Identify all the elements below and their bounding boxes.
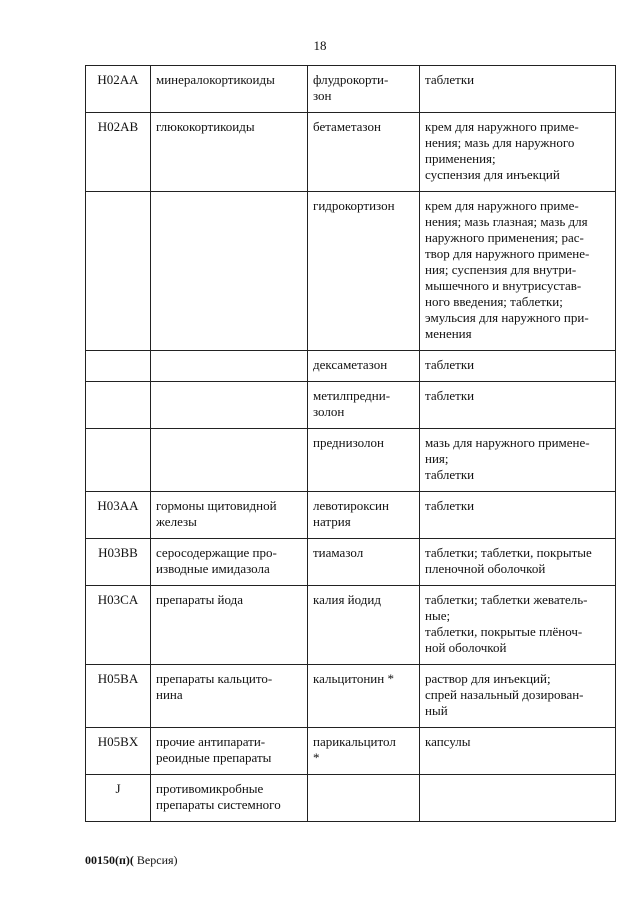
atc-code-cell-text: H05BX (97, 734, 139, 749)
dosage-form-cell (420, 492, 616, 539)
dosage-form-cell-text: таблетки (425, 498, 475, 513)
atc-code-cell (86, 66, 151, 113)
group-cell (151, 192, 308, 351)
dosage-form-cell (420, 192, 616, 351)
drug-name-cell (308, 113, 420, 192)
table-row (86, 66, 616, 113)
group-cell (151, 492, 308, 539)
dosage-form-cell (420, 66, 616, 113)
group-cell (151, 66, 308, 113)
dosage-form-cell-text: крем для наружного приме- нения; мазь глазная; мазь для наружного применения; рас- твор для наружного примене- ния; суспензия для внутри- мышечного и внутрисустав- ного введения; таблетки; эмульсия для наружного при- менения (425, 198, 590, 341)
drug-name-cell (308, 539, 420, 586)
atc-code-cell-text: H03CA (97, 592, 139, 607)
atc-code-cell-text: H02AB (97, 119, 139, 134)
group-cell-text: глюкокортикоиды (156, 119, 255, 134)
atc-code-cell (86, 586, 151, 665)
drug-name-cell-text: гидрокортизон (313, 198, 395, 213)
dosage-form-cell (420, 382, 616, 429)
dosage-form-cell-text: таблетки; таблетки, покрытые пленочной оболочкой (425, 545, 592, 576)
footer-doc-number: 00150(п)( (85, 853, 134, 867)
dosage-form-cell-text: капсулы (425, 734, 471, 749)
dosage-form-cell-text: таблетки; таблетки жеватель- ные; таблетки, покрытые плёноч- ной оболочкой (425, 592, 588, 655)
drug-name-cell-text: флудрокорти- зон (313, 72, 389, 103)
drug-name-cell (308, 775, 420, 822)
dosage-form-cell (420, 586, 616, 665)
group-cell (151, 113, 308, 192)
drug-name-cell-text: преднизолон (313, 435, 384, 450)
group-cell-text: препараты кальцито- нина (156, 671, 273, 702)
drug-name-cell-text: калия йодид (313, 592, 381, 607)
table-row (86, 728, 616, 775)
dosage-form-cell (420, 728, 616, 775)
atc-code-cell (86, 382, 151, 429)
atc-code-cell-text: H03BB (98, 545, 138, 560)
drug-name-cell (308, 192, 420, 351)
atc-code-cell (86, 775, 151, 822)
drug-name-cell-text: парикальцитол * (313, 734, 396, 765)
document-footer (85, 853, 178, 868)
dosage-form-cell-text: раствор для инъекций; спрей назальный дозирован- ный (425, 671, 584, 718)
table-row (86, 586, 616, 665)
footer-version: Версия) (133, 853, 178, 867)
group-cell-text: препараты йода (156, 592, 244, 607)
group-cell (151, 775, 308, 822)
atc-code-cell (86, 665, 151, 728)
group-cell-text: гормоны щитовидной железы (156, 498, 277, 529)
table-row (86, 429, 616, 492)
group-cell (151, 665, 308, 728)
drug-name-cell-text: дексаметазон (313, 357, 388, 372)
dosage-form-cell (420, 665, 616, 728)
table-row (86, 539, 616, 586)
dosage-form-cell (420, 429, 616, 492)
drug-name-cell (308, 429, 420, 492)
table-row (86, 775, 616, 822)
drug-name-cell (308, 728, 420, 775)
group-cell-text: прочие антипарати- реоидные препараты (156, 734, 272, 765)
drug-name-cell (308, 586, 420, 665)
dosage-form-cell (420, 775, 616, 822)
dosage-form-cell (420, 351, 616, 382)
drug-name-cell (308, 665, 420, 728)
drug-table (85, 65, 616, 822)
atc-code-cell (86, 192, 151, 351)
atc-code-cell (86, 539, 151, 586)
group-cell-text: противомикробные препараты системного (156, 781, 281, 812)
atc-code-cell (86, 429, 151, 492)
drug-name-cell (308, 492, 420, 539)
page-number: 18 (313, 38, 327, 53)
dosage-form-cell (420, 113, 616, 192)
atc-code-cell-text: J (115, 781, 121, 796)
table-row (86, 382, 616, 429)
group-cell (151, 586, 308, 665)
drug-name-cell (308, 351, 420, 382)
drug-name-cell-text: тиамазол (313, 545, 364, 560)
atc-code-cell-text: H02AA (97, 72, 139, 87)
dosage-form-cell (420, 539, 616, 586)
group-cell (151, 728, 308, 775)
atc-code-cell (86, 728, 151, 775)
drug-name-cell-text: метилпредни- золон (313, 388, 391, 419)
group-cell (151, 351, 308, 382)
drug-name-cell (308, 66, 420, 113)
table-row (86, 192, 616, 351)
dosage-form-cell-text: таблетки (425, 388, 475, 403)
dosage-form-cell-text: крем для наружного приме- нения; мазь для наружного применения; суспензия для инъекций (425, 119, 579, 182)
atc-code-cell-text: H03AA (97, 498, 139, 513)
group-cell (151, 539, 308, 586)
dosage-form-cell-text: мазь для наружного примене- ния; таблетки (425, 435, 590, 482)
dosage-form-cell-text: таблетки (425, 72, 475, 87)
group-cell-text: минералокортикоиды (156, 72, 275, 87)
atc-code-cell-text: H05BA (97, 671, 139, 686)
drug-name-cell-text: левотироксин натрия (313, 498, 389, 529)
group-cell-text: серосодержащие про- изводные имидазола (156, 545, 277, 576)
atc-code-cell (86, 492, 151, 539)
group-cell (151, 382, 308, 429)
group-cell (151, 429, 308, 492)
table-row (86, 113, 616, 192)
atc-code-cell (86, 113, 151, 192)
dosage-form-cell-text: таблетки (425, 357, 475, 372)
table-row (86, 351, 616, 382)
drug-name-cell (308, 382, 420, 429)
drug-name-cell-text: кальцитонин * (313, 671, 394, 686)
table-row (86, 665, 616, 728)
drug-name-cell-text: бетаметазон (313, 119, 381, 134)
atc-code-cell (86, 351, 151, 382)
table-row (86, 492, 616, 539)
